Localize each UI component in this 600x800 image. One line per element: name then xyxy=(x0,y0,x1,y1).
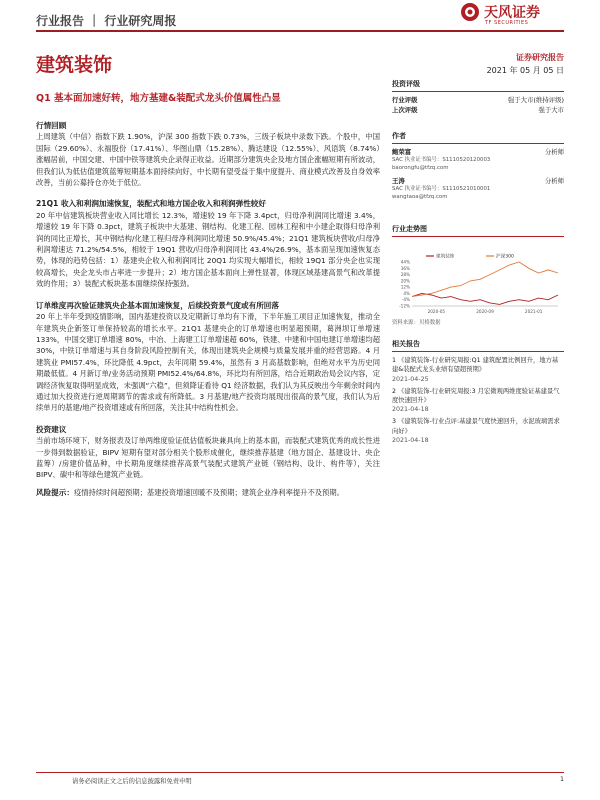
x-tick-label: 2020-05 xyxy=(427,309,446,314)
related-report-date: 2021-04-18 xyxy=(392,436,429,444)
chart-title: 行业走势图 xyxy=(392,225,564,237)
series-line-1 xyxy=(412,262,558,297)
section-q1-recovery xyxy=(36,198,380,289)
brand-logo xyxy=(460,2,570,28)
analyst-name: 鲍荣富 xyxy=(392,148,412,156)
chart-heading-wrap xyxy=(392,225,564,241)
section-title: 风险提示： xyxy=(36,487,74,497)
related-report-date: 2021-04-18 xyxy=(392,406,429,414)
y-tick-label: -4% xyxy=(401,297,410,303)
rating-row-last xyxy=(392,106,564,116)
chart-source: 资料来源：贝格数据 xyxy=(392,320,441,326)
x-tick-label: 2020-09 xyxy=(476,309,494,314)
section-orders xyxy=(36,300,380,414)
header-divider xyxy=(36,30,564,32)
report-date: 2021 年 05 月 05 日 xyxy=(486,66,564,75)
related-report-date: 2021-04-25 xyxy=(392,375,429,383)
footer-divider xyxy=(36,772,564,773)
y-tick-label: 12% xyxy=(400,284,410,290)
analyst-email[interactable]: wangtaoa@tfzq.com xyxy=(392,193,448,200)
analyst-cert: SAC 执业证书编号：S1110520120003 xyxy=(392,157,491,163)
logo-name-en: TF SECURITIES xyxy=(485,20,529,26)
related-report-item[interactable] xyxy=(392,356,564,384)
report-subtitle: Q1 基本面加速好转，地方基建&装配式龙头价值属性凸显 xyxy=(36,93,281,104)
section-title: 行情回顾 xyxy=(36,121,67,130)
related-report-item[interactable] xyxy=(392,387,564,415)
report-type: 证券研究报告 xyxy=(516,53,564,62)
rating-label: 行业评级 xyxy=(392,96,418,104)
section-text: 上周建筑（中信）指数下跌 1.90%，沪深 300 指数下跌 0.73%，三级子板块中录数下跌。个股中，中国国际（29.60%）、永福股份（17.41%）、华图山鼎（15.28%）、腾达建设（12.55%）、风语筑（8.74%）涨幅居前，中国交建、中国中铁等建筑央企录得正收益。近期部分建筑央企及地方国企涨幅短期有所波动，但我们认为低估值建筑蓝筹短期基本面持续向好，中长期有望受益于集中度提升、商业模式改善及自身效率改善，当前公募持仓亦处于低位。 xyxy=(36,132,380,188)
analyst-card xyxy=(392,177,564,201)
series-line-0 xyxy=(412,293,558,304)
related-report-item[interactable] xyxy=(392,417,564,445)
industry-trend-chart xyxy=(392,252,564,314)
rating-label: 上次评级 xyxy=(392,106,418,114)
related-heading: 相关报告 xyxy=(392,340,564,352)
logo-mark-icon xyxy=(460,2,480,22)
related-report-title: 2 《建筑装饰-行业研究周报:3 月宏微观两维度验证基建景气度快速回升》 xyxy=(392,387,560,405)
related-report-title: 1 《建筑装饰-行业研究周报:Q1 建筑配置比例回升，地方基建&装配式龙头业绩有望超预期》 xyxy=(392,357,559,374)
y-tick-label: 44% xyxy=(400,259,410,265)
section-text: 当前市场环境下，财务报表及订单两维度验证低估值板块兼具向上的基本面，而装配式建筑优秀的成长性进一步得到数据验证，BIPV 短期有望对部分相关个股形成催化，继续推荐基建（地方国企、基建设计、央企蓝筹）/房建价值品种，中长期角度继续推荐高景气装配式建筑产业链（钢结构、设计、构件等），关注 BIPV、碳中和等绿色建筑产业链。 xyxy=(36,436,380,480)
analyst-card xyxy=(392,148,564,172)
section-risk xyxy=(36,487,380,498)
rating-value: 强于大市 xyxy=(538,106,564,114)
y-tick-label: 36% xyxy=(400,265,410,271)
page-number: 1 xyxy=(559,776,564,783)
analyst-role: 分析师 xyxy=(544,148,564,156)
rating-value: 强于大市(维持评级) xyxy=(507,96,564,104)
section-title: 21Q1 收入和利润加速恢复，装配式和地方国企收入和利润弹性较好 xyxy=(36,199,266,209)
y-tick-label: 4% xyxy=(403,290,410,296)
main-body xyxy=(36,120,380,498)
authors-panel xyxy=(392,132,564,206)
section-investment-advice xyxy=(36,424,380,481)
y-tick-label: -12% xyxy=(399,303,410,309)
section-text: 疫情持续时间超预期；基建投资增速回暖不及预期；建筑企业净利率提升不及预期。 xyxy=(73,487,344,497)
analyst-role: 分析师 xyxy=(544,177,564,185)
analyst-name: 王涛 xyxy=(392,177,405,185)
related-reports xyxy=(392,340,564,448)
section-title: 投资建议 xyxy=(36,424,67,434)
section-text: 20 年上半年受到疫情影响，国内基建投资以及定期新订单均有下滑，下半年施工项目正加速恢复，推动全年建筑央企新签订单保持较高的增长水平。21Q1 基建央企的订单增速也明显超预期，葛洲坝订单增速 133%，中国交建订单增速 80%，中冶、上海建工订单增速超 60%，铁建、中建和中国电建订单增速均超 30%，中铁订单增速与其自身阶段风险控制有关，体现出建筑央企规模与质量发展并重的经营思路。4 月建筑业 PMI57.4%，环比降低 4.9pct，去年同期 59.4%，虽然有 3 月高基数影响，但绝对水平为历史同期最低值。4 月新订单/业务活动预期 PMI52.4%/64.8%，环比均有所回落，结合近期政治局会议内容，定调经济恢复取得明显成效，未强调“六稳”，但须降证看待 Q1 经济数据，我们认为其反映出今年剩余时间内通过加大投资进行逆周期调节的需求或有所降低。3 月基建/地产投资均展现出很高的景气度，我们认为后续单月的基建/地产投资增速或有所回落，关注其中结构性机会。 xyxy=(36,312,380,413)
rating-row-industry xyxy=(392,96,564,106)
x-tick-label: 2021-01 xyxy=(524,309,543,314)
analyst-email[interactable]: baorongfu@tfzq.com xyxy=(392,164,449,171)
rating-heading: 投资评级 xyxy=(392,80,564,92)
sector-title: 建筑装饰 xyxy=(36,54,113,76)
legend-label: 沪深300 xyxy=(496,254,514,260)
y-tick-label: 20% xyxy=(400,278,410,284)
section-title: 订单维度再次验证建筑央企基本面加速恢复，后续投资景气度或有所回落 xyxy=(36,300,279,310)
related-report-title: 3 《建筑装饰-行业点评:基建景气度快速回升，水泥玻璃需求向好》 xyxy=(392,418,560,435)
analyst-cert: SAC 执业证书编号：S1110521010001 xyxy=(392,186,491,192)
y-tick-label: 28% xyxy=(400,272,410,278)
report-category: 行业报告 ｜ 行业研究周报 xyxy=(36,14,177,28)
logo-name-cn: 天风证券 xyxy=(484,5,540,21)
section-text: 20 年中信建筑板块营业收入同比增长 12.3%，增速较 19 年下降 3.4pct，归母净利润同比增速 3.4%，增速较 19 年下降 0.3pct，建筑子板块中大基建、钢结构、化建工程、园林工程和中小建企取得归母净利润的同比正增长，其中钢结构/化建工程归母净利润同比增速 50.9%/45.4%；21Q1 建筑板块营收/归母净利润增速达 71.2%/54.5%，相较于 19Q1 营收/归母净利润同比 43.4%/26.9%，基本面呈现加速恢复态势，体现的趋势包括：1）基建央企收入和利润同比 20Q1 均实现大幅增长，相较 19Q1 部分央企也实现较高增长，央企龙头市占率进一步提升；2）地方国企基本面向上弹性显著，体现区域基建高景气和改革提效的作用；3）装配式板块基本面继续保持强劲。 xyxy=(36,210,380,289)
legend-label: 建筑装饰 xyxy=(436,254,455,260)
rating-panel xyxy=(392,80,564,116)
disclaimer-note: 请务必阅读正文之后的信息披露和免责申明 xyxy=(72,778,192,785)
authors-heading: 作者 xyxy=(392,132,564,144)
section-market-review xyxy=(36,120,380,188)
